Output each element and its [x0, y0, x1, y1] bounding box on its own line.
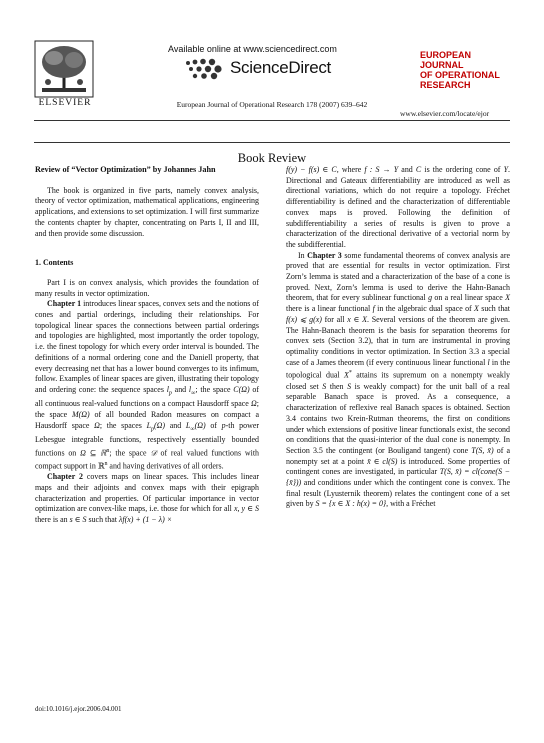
chapter3-text: is weakly compact) for the unit ball of a real separable Banach space is proved. As a consequence, a characterization of reflexive real Banach spaces is obtained. Section 3.4 contains two Krein-Rutman theorems, the first on conditions under which extensions of positive linear functionals exist, the second on conditions that the quasi-interior of the dual cone is nonempty. In Section 3.5 the contingent (or Bouligand tangent) cone [286, 381, 510, 455]
chapter1-text: of all bounded Radon measures on compact a Hausdorff space [35, 409, 260, 430]
chapter2-paragraph [35, 472, 259, 526]
chapter3-label: Chapter 3 [307, 250, 342, 260]
journal-title-line: EUROPEAN [420, 50, 472, 60]
math-p: p [221, 420, 226, 430]
section-title: Book Review [237, 151, 307, 165]
chapter3-text: . Several versions of the theorem are given. The Hahn-Banach theorem is the basis for separation theorems for convex sets (Section 3.2), that in turn are instrumental in proving optimality conditions in vector optimization. In Section 3.3 a special case of a James theorem (if every continuous linear functional [286, 314, 510, 367]
chapter2-text: covers maps on linear spaces. This includes linear maps and their adjoints and convex maps with their epigraph characterization and properties. Of particular importance in vector optimization are convex-like maps, i.e. those for which for all [35, 472, 259, 514]
chapter2-text: and [398, 165, 416, 174]
publisher-name: ELSEVIER [38, 98, 92, 108]
sciencedirect-dots-icon [182, 58, 226, 80]
chapter3-text: some fundamental theorems of convex analysis are proved that are essential for results in vector optimization. First Zorn’s lemma is stated and a characterization of the base of a cone is proved. Next, Zorn’s lemma is used to derive the Hahn-Banach theorem, that for every sublinear functional [286, 250, 510, 303]
journal-url-link[interactable]: www.elsevier.com/locate/ejor [400, 109, 490, 118]
chapter1-text: ; the space [109, 448, 151, 458]
header-divider [34, 120, 510, 121]
math-inline: X [505, 293, 510, 303]
math-inline: λf(x) + (1 − λ) × [118, 515, 173, 525]
journal-title-line: OF OPERATIONAL [420, 70, 500, 80]
chapter3-paragraph: In Chapter 3 some fundamental theorems of convex analysis are proved that are essential for results in vector optimization. First Zorn’s lemma is stated and a characterization of the base of a cone is proved. Next, Zorn’s lemma is used to derive the Hahn-Banach theorem, that for every sublinear functional g on a real linear space X there is a linear functional f in the algebraic dual space of X such that f(x) ⩽ g(x) for all x ∈ X. Several versions of the theorem are given. The Hahn-Banach theorem is the basis for separation theorems for convex sets (Section 3.2), that in turn are instrumental in proving optimality conditions in vector optimization. In Section 3.3 a special case of a James theorem (if every continuous linear functional l in the topological dual X* attains its supremum on a nonempty weakly closed set S then S is weakly compact) for the unit ball of a real separable Banach space is proved. As a consequence, a characterization of reflexive real Banach spaces is obtained. Section 3.4 contains two Krein-Rutman theorems, the first on conditions under which extensions of positive linear functionals exist, the second on conditions that the quasi-interior of the dual cone is nonempty. In Section 3.5 the contingent (or Bouligand tangent) cone T(S, x̄) of a nonempty set at a point x̄ ∈ cl(S) is introduced. Some properties of contingent cones are investigated, in particular T(S, x̄) = cl(cone(S − {x̄})) and conditions under which the contingent cone is convex. The final result (Lyusternik theorem) relates the contingent cone of a set given by S = {x ∈ X : h(x) = 0}, with a Fréchet [286, 250, 511, 509]
math-omega-tail: (Ω) [153, 420, 166, 430]
math-lp-omega: L [146, 420, 151, 430]
chapter2-text: such that [86, 515, 119, 525]
chapter2-text: there is an [35, 515, 70, 525]
math-inline: Y [503, 165, 509, 174]
math-d: 𝒟 [150, 448, 157, 458]
math-inline: f : S → Y [364, 165, 399, 174]
math-inline: x̄ ∈ cl(S) [367, 456, 398, 466]
contents-heading: 1. Contents [35, 258, 74, 268]
math-inline: X [474, 304, 479, 314]
chapter1-text: ; the space [195, 384, 234, 394]
header-divider [34, 142, 510, 143]
math-inline: s ∈ S [69, 515, 87, 525]
math-inline: f [372, 304, 375, 314]
math-sub: ∞ [191, 390, 196, 397]
math-inline: x, y ∈ S [233, 504, 259, 514]
math-inline: X [344, 371, 349, 380]
chapter1-text: and having derivatives of all orders. [107, 461, 224, 471]
math-c-omega: C(Ω) [233, 384, 250, 394]
journal-title-block [420, 50, 520, 90]
math-linf: l [188, 384, 192, 394]
chapter3-text: of a nonempty set at a point [286, 445, 511, 466]
math-sub: ∞ [190, 426, 195, 433]
math-omega-tail: (Ω) [194, 420, 206, 430]
math-inline: T(S, x̄) [471, 445, 494, 455]
math-inline: f(x) ⩽ g(x) [286, 314, 322, 324]
chapter1-text: of real valued functions with compact support in [35, 448, 259, 471]
journal-citation: European Journal of Operational Research 178 (2007) 639–642 [176, 100, 368, 109]
chapter1-text: of [205, 420, 222, 430]
math-sup: n [104, 460, 108, 467]
chapter1-text: and [165, 420, 186, 430]
math-inline: S = {x ∈ X : h(x) = 0} [315, 499, 387, 509]
math-omega: Ω [251, 399, 257, 409]
journal-title-line: JOURNAL [420, 60, 464, 70]
chapter3-text: in the topological dual [286, 357, 510, 380]
sciencedirect-wordmark: ScienceDirect [230, 58, 331, 77]
article-header [0, 0, 544, 150]
math-lp: l [166, 384, 169, 394]
chapter1-text: ; the spaces [99, 420, 147, 430]
right-column [286, 165, 510, 510]
available-online-text[interactable]: Available online at www.sciencedirect.com [168, 44, 337, 54]
elsevier-tree-logo-icon [34, 40, 94, 98]
intro-paragraph: The book is organized in five parts, namely convex analysis, theory of vector optimization, mathematical applications, engineering applications, and extensions to set optimization. I will first summarize the contents chapter by chapter, concentrating on Parts I, II and III, and then provide some discussion. [35, 185, 259, 238]
chapter3-text: is introduced. Some properties of contingent cones are investigated, in particular [286, 456, 510, 477]
math-m-omega: M(Ω) [72, 409, 90, 419]
chapter2-label: Chapter 2 [47, 472, 83, 482]
math-inline: f(y) − f(s) ∈ C, [286, 165, 339, 174]
math-sup: n [106, 447, 110, 454]
math-omega: Ω [94, 420, 100, 430]
chapter2-text: is the ordering cone of [421, 165, 504, 174]
chapter1-text: and [171, 384, 189, 394]
chapter1-paragraph [35, 299, 259, 472]
left-column [35, 165, 259, 526]
chapter3-text: , with a Fréchet [386, 499, 436, 509]
chapter2-continued-paragraph [286, 165, 510, 251]
review-heading: Review of “Vector Optimization” by Johannes Jahn [35, 165, 216, 174]
chapter3-text: attains its supremum on a nonempty weakly closed set [286, 371, 510, 391]
chapter3-text: and conditions under which the contingent cone is convex. The final result (Lyusternik theorem) relates the contingent cone of a set given by [286, 478, 510, 509]
math-inline: T(S, x̄) = cl(cone(S − {x̄})) [286, 467, 510, 488]
doi-link[interactable]: doi:10.1016/j.ejor.2006.04.001 [35, 705, 122, 713]
math-omega-rn: Ω ⊆ ℝ [80, 448, 107, 458]
math-sub: p [150, 426, 154, 433]
math-sup: * [348, 370, 352, 377]
math-inline: S [347, 381, 352, 391]
math-sub: p [168, 390, 172, 397]
math-inline: g [428, 293, 433, 303]
math-inline: l [487, 357, 490, 367]
chapter3-text: then [326, 381, 348, 391]
math-rn: ℝ [97, 461, 105, 471]
chapter3-text: on a real linear space [432, 293, 506, 303]
math-inline: C [415, 165, 422, 174]
chapter1-text: introduces linear spaces, convex sets and the notions of cones and partial orderings, including their relationships. For topological linear spaces the connections between partial orderings and topologies are highlighted, most importantly the order topology, i.e. the finest topology for which every order interval is bounded. The definitions of a normal ordering cone and the Daniell property, that every decreasing net that has a lower bound converges to its infimum, follow. Examples of linear spaces are given, illustrating their topology and ordering cone: the sequence spaces [35, 299, 259, 394]
chapter3-text: in the algebraic dual space of [374, 304, 475, 314]
journal-title-line: RESEARCH [420, 80, 471, 90]
chapter3-text: for all [321, 314, 348, 324]
chapter1-text: -th power Lebesgue integrable functions, respectively essentially bounded functions on [35, 420, 259, 458]
part1-paragraph: Part I is on convex analysis, which provides the foundation of many results in vector optimization. [35, 277, 259, 298]
math-inline: S [322, 381, 327, 391]
chapter3-text: such that [478, 304, 511, 314]
chapter1-text: ; the space [35, 399, 259, 419]
chapter1-label: Chapter 1 [47, 299, 82, 309]
chapter2-text: where [338, 165, 365, 174]
math-linf-omega: L [185, 420, 191, 430]
math-inline: x ∈ X [347, 314, 368, 324]
chapter2-text: . Directional and Gateaux differentiability are introduced as well as directional variations, which do not require a topology. Fréchet differentiability is defined and the characterization of differentiable convex maps is proved. Following the definition of subdifferentiability a series of results is given to prove a characterization of the directional derivative of a vectorial norm by the subdifferential. [286, 165, 510, 249]
chapter1-text: of all continuous real-valued functions on a compact Hausdorff space [35, 384, 259, 409]
chapter3-text: there is a linear functional [286, 304, 373, 314]
